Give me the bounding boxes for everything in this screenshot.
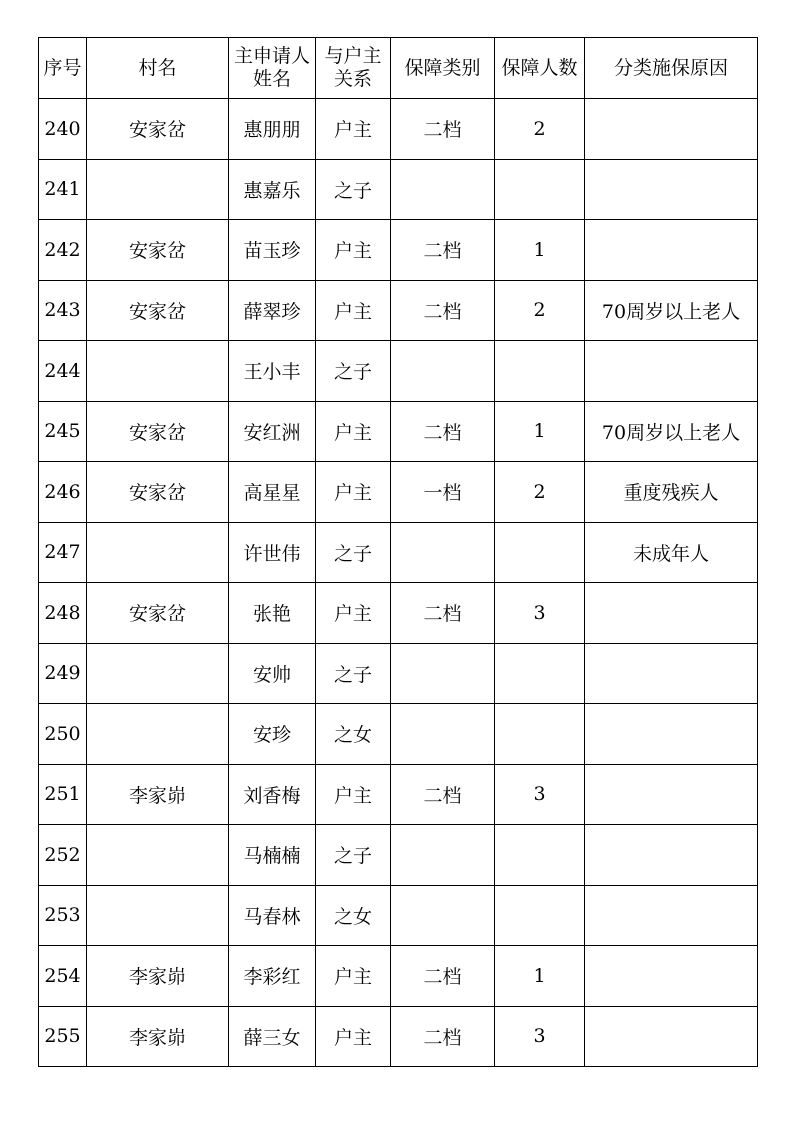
table-row: [39, 159, 758, 220]
cell-applicant-name: 惠朋朋: [229, 99, 316, 160]
cell-count: 3: [495, 764, 585, 825]
cell-category: 二档: [391, 764, 495, 825]
cell-village: 安家岔: [87, 280, 229, 341]
cell-category: 二档: [391, 99, 495, 160]
cell-category: 二档: [391, 280, 495, 341]
cell-village: [87, 643, 229, 704]
cell-reason: 70周岁以上老人: [585, 401, 758, 462]
cell-relation: 之子: [316, 825, 391, 886]
cell-village: 安家岔: [87, 99, 229, 160]
cell-applicant-name: 马楠楠: [229, 825, 316, 886]
cell-reason: [585, 99, 758, 160]
cell-category: 二档: [391, 401, 495, 462]
cell-category: 一档: [391, 462, 495, 523]
cell-count: 2: [495, 99, 585, 160]
cell-category: 二档: [391, 1006, 495, 1067]
table-row: [39, 1006, 758, 1067]
cell-count: [495, 704, 585, 765]
cell-village: 安家岔: [87, 462, 229, 523]
cell-applicant-name: 刘香梅: [229, 764, 316, 825]
header-relation: 与户主关系: [316, 38, 391, 99]
table-row: [39, 401, 758, 462]
cell-applicant-name: 安珍: [229, 704, 316, 765]
cell-category: [391, 885, 495, 946]
cell-village: 安家岔: [87, 220, 229, 281]
cell-count: 2: [495, 462, 585, 523]
cell-relation: 之女: [316, 704, 391, 765]
cell-count: [495, 522, 585, 583]
cell-applicant-name: 王小丰: [229, 341, 316, 402]
cell-category: [391, 341, 495, 402]
cell-reason: [585, 1006, 758, 1067]
cell-category: 二档: [391, 583, 495, 644]
cell-category: [391, 522, 495, 583]
table-row: [39, 220, 758, 281]
cell-count: [495, 159, 585, 220]
header-count: 保障人数: [495, 38, 585, 99]
cell-relation: 户主: [316, 764, 391, 825]
cell-village: 安家岔: [87, 583, 229, 644]
cell-serial-no: 251: [39, 764, 87, 825]
cell-reason: 重度残疾人: [585, 462, 758, 523]
cell-relation: 之子: [316, 522, 391, 583]
cell-count: 1: [495, 220, 585, 281]
cell-serial-no: 247: [39, 522, 87, 583]
table-row: [39, 522, 758, 583]
cell-relation: 之子: [316, 159, 391, 220]
cell-applicant-name: 安红洲: [229, 401, 316, 462]
cell-count: [495, 341, 585, 402]
cell-reason: [585, 885, 758, 946]
cell-applicant-name: 苗玉珍: [229, 220, 316, 281]
table-row: [39, 643, 758, 704]
cell-count: [495, 885, 585, 946]
cell-reason: [585, 159, 758, 220]
cell-serial-no: 252: [39, 825, 87, 886]
cell-applicant-name: 张艳: [229, 583, 316, 644]
table-row: [39, 99, 758, 160]
cell-serial-no: 240: [39, 99, 87, 160]
cell-reason: [585, 583, 758, 644]
cell-serial-no: 248: [39, 583, 87, 644]
header-village: 村名: [87, 38, 229, 99]
cell-category: [391, 643, 495, 704]
cell-applicant-name: 高星星: [229, 462, 316, 523]
cell-applicant-name: 李彩红: [229, 946, 316, 1007]
cell-category: [391, 704, 495, 765]
cell-relation: 户主: [316, 946, 391, 1007]
cell-village: [87, 159, 229, 220]
cell-serial-no: 254: [39, 946, 87, 1007]
cell-serial-no: 255: [39, 1006, 87, 1067]
cell-village: [87, 885, 229, 946]
header-serial-no: 序号: [39, 38, 87, 99]
cell-relation: 之子: [316, 341, 391, 402]
cell-village: 李家峁: [87, 1006, 229, 1067]
cell-village: [87, 522, 229, 583]
table-header-row: [39, 38, 758, 99]
header-reason: 分类施保原因: [585, 38, 758, 99]
cell-count: 3: [495, 583, 585, 644]
cell-count: 2: [495, 280, 585, 341]
cell-relation: 之子: [316, 643, 391, 704]
cell-reason: [585, 643, 758, 704]
cell-category: [391, 825, 495, 886]
cell-applicant-name: 薛三女: [229, 1006, 316, 1067]
cell-reason: [585, 825, 758, 886]
cell-village: [87, 704, 229, 765]
cell-relation: 户主: [316, 401, 391, 462]
table-row: [39, 280, 758, 341]
cell-relation: 户主: [316, 220, 391, 281]
cell-count: [495, 643, 585, 704]
cell-relation: 户主: [316, 1006, 391, 1067]
cell-reason: [585, 220, 758, 281]
cell-count: 1: [495, 946, 585, 1007]
cell-relation: 户主: [316, 280, 391, 341]
cell-category: [391, 159, 495, 220]
cell-applicant-name: 许世伟: [229, 522, 316, 583]
cell-reason: 未成年人: [585, 522, 758, 583]
cell-count: [495, 825, 585, 886]
header-applicant-name: 主申请人姓名: [229, 38, 316, 99]
cell-village: 李家峁: [87, 764, 229, 825]
cell-category: 二档: [391, 220, 495, 281]
cell-serial-no: 253: [39, 885, 87, 946]
cell-serial-no: 245: [39, 401, 87, 462]
table-row: [39, 704, 758, 765]
table-row: [39, 341, 758, 402]
header-category: 保障类别: [391, 38, 495, 99]
cell-relation: 之女: [316, 885, 391, 946]
table-row: [39, 885, 758, 946]
cell-serial-no: 241: [39, 159, 87, 220]
cell-applicant-name: 马春林: [229, 885, 316, 946]
table-row: [39, 583, 758, 644]
cell-applicant-name: 惠嘉乐: [229, 159, 316, 220]
cell-serial-no: 250: [39, 704, 87, 765]
cell-reason: 70周岁以上老人: [585, 280, 758, 341]
cell-category: 二档: [391, 946, 495, 1007]
cell-reason: [585, 946, 758, 1007]
cell-reason: [585, 764, 758, 825]
cell-count: 3: [495, 1006, 585, 1067]
cell-village: 李家峁: [87, 946, 229, 1007]
assistance-roster-table: [38, 37, 758, 1067]
cell-village: 安家岔: [87, 401, 229, 462]
cell-village: [87, 341, 229, 402]
cell-reason: [585, 704, 758, 765]
cell-relation: 户主: [316, 99, 391, 160]
cell-reason: [585, 341, 758, 402]
table-row: [39, 825, 758, 886]
table-row: [39, 764, 758, 825]
cell-applicant-name: 安帅: [229, 643, 316, 704]
table-row: [39, 946, 758, 1007]
cell-count: 1: [495, 401, 585, 462]
cell-relation: 户主: [316, 583, 391, 644]
table-row: [39, 462, 758, 523]
cell-applicant-name: 薛翠珍: [229, 280, 316, 341]
cell-serial-no: 244: [39, 341, 87, 402]
cell-serial-no: 242: [39, 220, 87, 281]
cell-village: [87, 825, 229, 886]
cell-serial-no: 246: [39, 462, 87, 523]
cell-serial-no: 243: [39, 280, 87, 341]
cell-serial-no: 249: [39, 643, 87, 704]
cell-relation: 户主: [316, 462, 391, 523]
